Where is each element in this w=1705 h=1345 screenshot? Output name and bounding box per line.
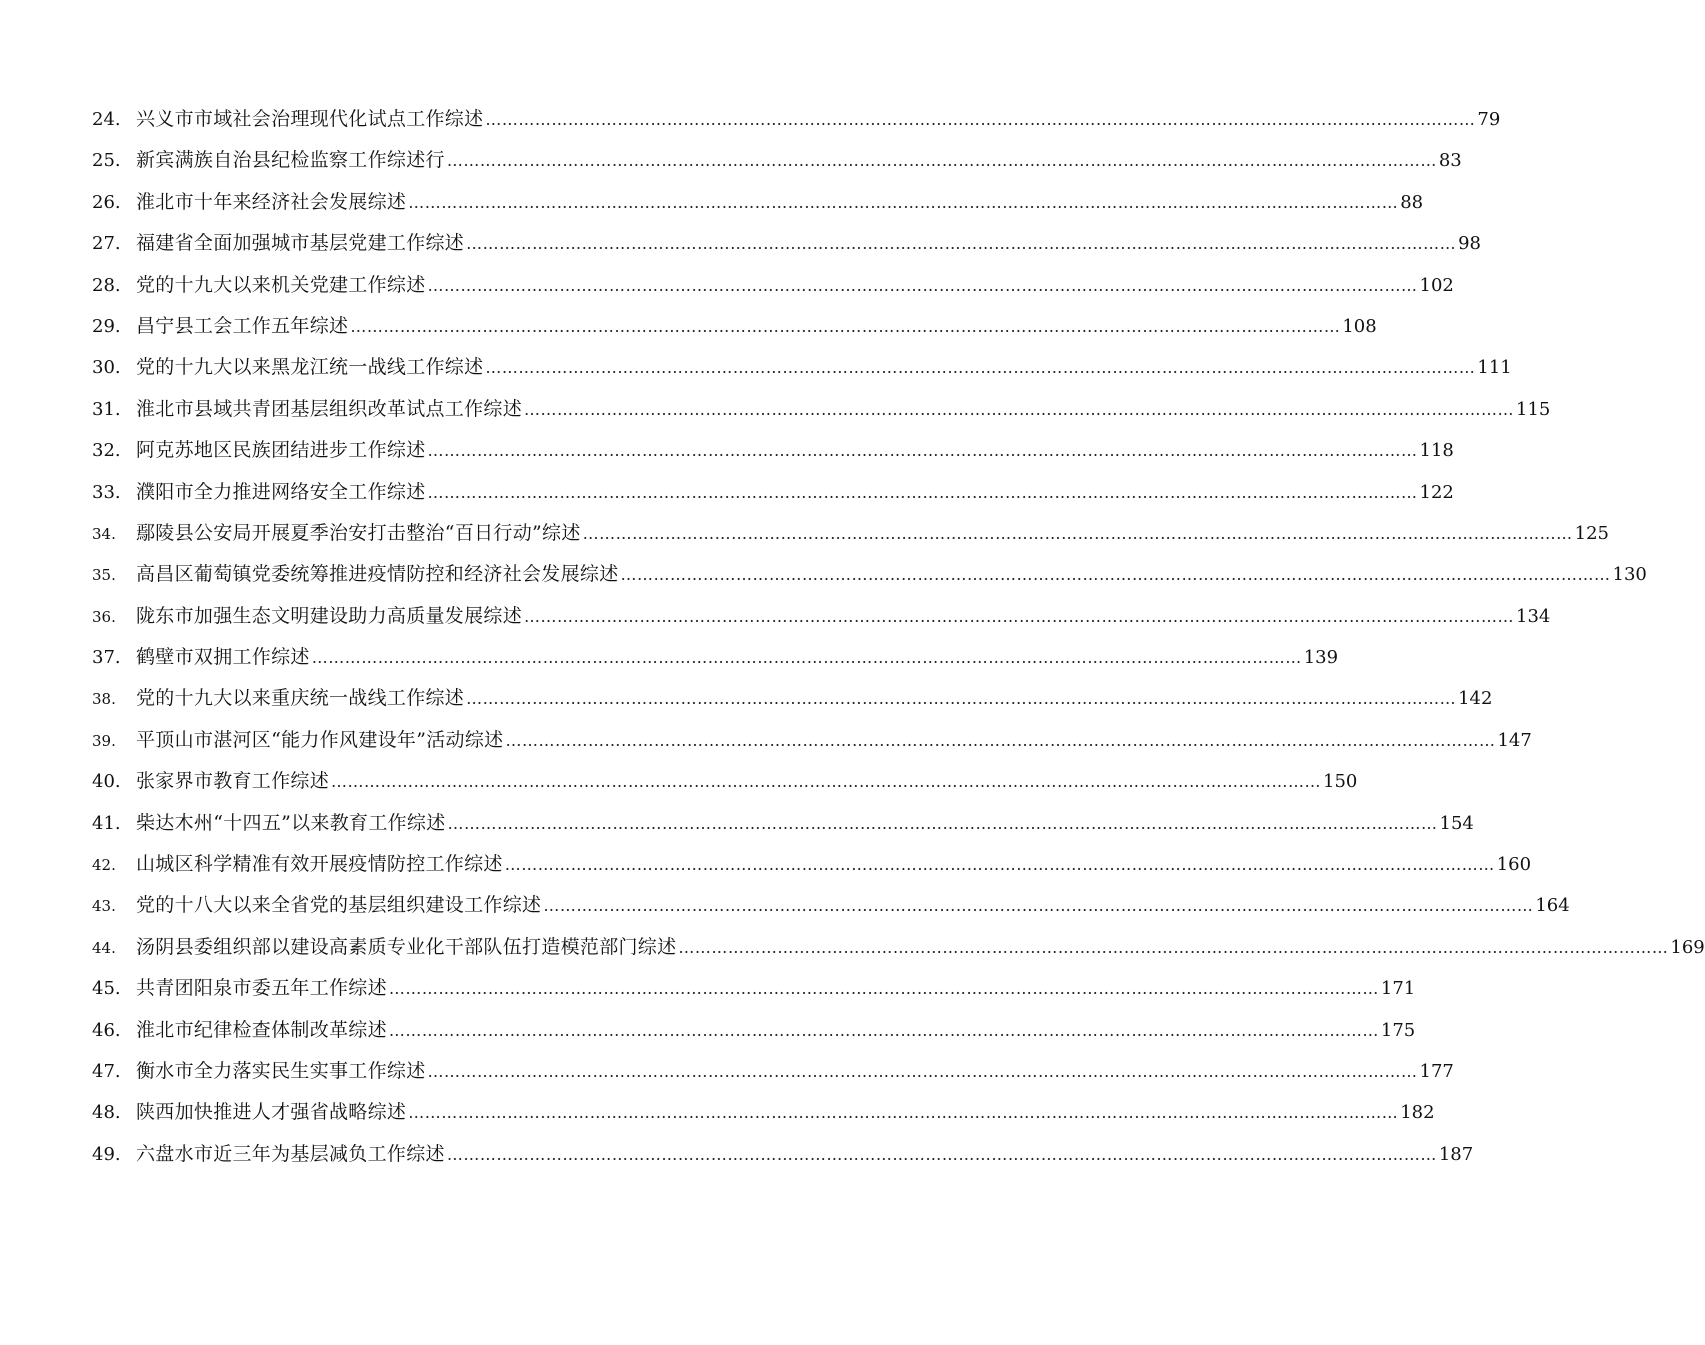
dot-leader: ………………………………………………………………………………………………………………………………………………………………: [427, 482, 1418, 502]
toc-entry-page-number: 142: [1458, 688, 1493, 710]
dot-leader: ………………………………………………………………………………………………………………………………………………………………: [311, 648, 1302, 668]
toc-entry-page-number: 102: [1419, 274, 1454, 296]
toc-entry[interactable]: [92, 1092, 1435, 1133]
toc-entry-page-number: 122: [1419, 481, 1454, 503]
toc-entry-page-number: 108: [1342, 315, 1377, 337]
dot-leader: ………………………………………………………………………………………………………………………………………………………………: [331, 772, 1322, 792]
toc-entry-title: 山城区科学精准有效开展疫情防控工作综述: [136, 853, 503, 876]
dot-leader: ………………………………………………………………………………………………………………………………………………………………: [427, 275, 1418, 295]
dot-leader: ………………………………………………………………………………………………………………………………………………………………: [446, 1144, 1437, 1164]
dot-leader: ………………………………………………………………………………………………………………………………………………………………: [485, 110, 1476, 129]
toc-entry-title: 鄢陵县公安局开展夏季治安打击整治“百日行动”综述: [136, 521, 581, 544]
toc-entry-title: 共青团阳泉市委五年工作综述: [136, 977, 387, 1000]
toc-entry-title: 党的十九大以来黑龙江统一战线工作综述: [136, 356, 484, 379]
dot-leader: ………………………………………………………………………………………………………………………………………………………………: [388, 1020, 1379, 1040]
toc-entry-page-number: 88: [1400, 191, 1424, 213]
toc-entry[interactable]: [92, 265, 1454, 306]
dot-leader: ………………………………………………………………………………………………………………………………………………………………: [447, 813, 1438, 833]
toc-entry-page-number: 150: [1323, 771, 1358, 793]
toc-entry-number: 37.: [92, 647, 121, 669]
toc-entry-number: 46.: [92, 1019, 121, 1041]
dot-leader: ………………………………………………………………………………………………………………………………………………………………: [350, 316, 1341, 336]
toc-entry-page-number: 182: [1400, 1102, 1435, 1124]
dot-leader: ………………………………………………………………………………………………………………………………………………………………: [446, 151, 1437, 171]
toc-entry-number: 49.: [92, 1143, 121, 1165]
toc-entry[interactable]: [92, 182, 1424, 223]
dot-leader: ………………………………………………………………………………………………………………………………………………………………: [408, 1103, 1399, 1123]
toc-entry[interactable]: [92, 99, 1501, 140]
toc-entry-page-number: 187: [1438, 1143, 1474, 1165]
toc-entry-number: 34.: [92, 524, 116, 543]
toc-entry-title: 柴达木州“十四五”以来教育工作综述: [136, 811, 446, 834]
toc-entry-page-number: 79: [1477, 109, 1501, 130]
dot-leader: ………………………………………………………………………………………………………………………………………………………………: [388, 979, 1379, 999]
toc-entry-number: 33.: [92, 481, 121, 503]
toc-entry-title: 张家界市教育工作综述: [136, 770, 330, 793]
toc-entry-number: 31.: [92, 398, 121, 420]
toc-entry-number: 44.: [92, 938, 116, 957]
toc-entry-page-number: 139: [1303, 647, 1339, 669]
toc-entry-title: 陇东市加强生态文明建设助力高质量发展综述: [136, 604, 523, 627]
toc-entry-number: 30.: [92, 357, 121, 379]
toc-entry-page-number: 164: [1535, 895, 1570, 917]
toc-entry-page-number: 115: [1516, 398, 1551, 420]
toc-entry-title: 高昌区葡萄镇党委统筹推进疫情防控和经济社会发展综述: [136, 563, 619, 586]
dot-leader: ………………………………………………………………………………………………………………………………………………………………: [408, 192, 1399, 212]
dot-leader: ………………………………………………………………………………………………………………………………………………………………: [524, 606, 1515, 626]
toc-entry-title: 阿克苏地区民族团结进步工作综述: [136, 439, 426, 462]
toc-entry-page-number: 125: [1574, 522, 1609, 544]
toc-entry[interactable]: [92, 720, 1532, 761]
toc-entry-title: 新宾满族自治县纪检监察工作综述行: [136, 149, 445, 172]
toc-entry-title: 汤阴县委组织部以建设高素质专业化干部队伍打造模范部门综述: [136, 935, 677, 958]
toc-entry[interactable]: [92, 596, 1551, 637]
toc-entry[interactable]: [92, 885, 1570, 926]
dot-leader: ………………………………………………………………………………………………………………………………………………………………: [485, 358, 1476, 378]
dot-leader: ………………………………………………………………………………………………………………………………………………………………: [466, 234, 1457, 254]
toc-entry-page-number: 134: [1516, 605, 1551, 627]
toc-entry-number: 36.: [92, 607, 116, 626]
toc-entry-number: 26.: [92, 191, 121, 213]
toc-entry[interactable]: [92, 347, 1512, 388]
toc-entry-title: 党的十八大以来全省党的基层组织建设工作综述: [136, 894, 542, 917]
toc-entry-title: 福建省全面加强城市基层党建工作综述: [136, 232, 465, 255]
toc-entry-page-number: 98: [1458, 233, 1482, 255]
toc-entry-page-number: 147: [1497, 729, 1532, 751]
toc-entry-title: 淮北市县域共青团基层组织改革试点工作综述: [136, 397, 523, 420]
toc-entry-page-number: 177: [1419, 1060, 1454, 1082]
toc-entry[interactable]: [92, 637, 1339, 678]
toc-entry-number: 39.: [92, 731, 116, 750]
toc-entry-number: 25.: [92, 150, 121, 172]
toc-entry-number: 32.: [92, 440, 121, 462]
toc-entry-number: 47.: [92, 1060, 121, 1082]
toc-entry-title: 兴义市市域社会治理现代化试点工作综述: [136, 108, 484, 130]
dot-leader: ………………………………………………………………………………………………………………………………………………………………: [427, 1061, 1418, 1081]
toc-entry-title: 党的十九大以来机关党建工作综述: [136, 273, 426, 296]
dot-leader: ………………………………………………………………………………………………………………………………………………………………: [466, 689, 1457, 709]
dot-leader: ………………………………………………………………………………………………………………………………………………………………: [504, 855, 1495, 875]
toc-entry[interactable]: [92, 554, 1647, 595]
toc-entry-title: 淮北市纪律检查体制改革综述: [136, 1018, 387, 1041]
toc-entry[interactable]: [92, 761, 1358, 802]
toc-entry[interactable]: [92, 678, 1493, 719]
toc-entry[interactable]: [92, 513, 1609, 554]
toc-entry[interactable]: [92, 472, 1454, 513]
toc-entry[interactable]: [92, 803, 1474, 844]
dot-leader: ………………………………………………………………………………………………………………………………………………………………: [678, 937, 1669, 957]
toc-entry[interactable]: [92, 223, 1482, 264]
toc-entry-number: 24.: [92, 109, 121, 130]
toc-entry[interactable]: [92, 927, 1705, 968]
toc-entry[interactable]: [92, 140, 1462, 181]
toc-entry[interactable]: [92, 389, 1551, 430]
toc-entry[interactable]: [92, 1134, 1474, 1175]
toc-entry-page-number: 171: [1380, 978, 1416, 1000]
toc-entry[interactable]: [92, 1010, 1416, 1051]
toc-entry-title: 党的十九大以来重庆统一战线工作综述: [136, 687, 465, 710]
toc-entry-number: 38.: [92, 690, 116, 709]
toc-entry-title: 平顶山市湛河区“能力作风建设年”活动综述: [136, 728, 504, 751]
toc-entry-number: 42.: [92, 856, 116, 875]
toc-entry-page-number: 175: [1380, 1019, 1416, 1041]
toc-entry-number: 35.: [92, 566, 116, 585]
toc-entry-number: 40.: [92, 771, 121, 793]
toc-entry[interactable]: [92, 1051, 1454, 1092]
toc-entry-page-number: 130: [1612, 564, 1647, 586]
toc-entry-page-number: 111: [1477, 357, 1512, 379]
toc-entry[interactable]: [92, 306, 1377, 347]
toc-entry-number: 28.: [92, 274, 121, 296]
dot-leader: ………………………………………………………………………………………………………………………………………………………………: [524, 399, 1515, 419]
toc-entry-title: 鹤壁市双拥工作综述: [136, 646, 310, 669]
toc-entry-number: 29.: [92, 315, 121, 337]
toc-entry-title: 陕西加快推进人才强省战略综述: [136, 1101, 407, 1124]
toc-entry-title: 六盘水市近三年为基层减负工作综述: [136, 1142, 445, 1165]
dot-leader: ………………………………………………………………………………………………………………………………………………………………: [505, 730, 1496, 750]
toc-entry-page-number: 83: [1438, 150, 1462, 172]
dot-leader: ………………………………………………………………………………………………………………………………………………………………: [620, 565, 1611, 585]
toc-entry-page-number: 160: [1496, 854, 1532, 876]
toc-entry-title: 濮阳市全力推进网络安全工作综述: [136, 480, 426, 503]
toc-entry-title: 淮北市十年来经济社会发展综述: [136, 190, 407, 213]
dot-leader: ………………………………………………………………………………………………………………………………………………………………: [582, 523, 1573, 543]
toc-entry-page-number: 118: [1419, 440, 1454, 462]
toc-entry-number: 27.: [92, 233, 121, 255]
toc-entry-page-number: 169: [1670, 936, 1705, 958]
toc-entry-title: 衡水市全力落实民生实事工作综述: [136, 1059, 426, 1082]
toc-entry[interactable]: [92, 844, 1532, 885]
toc-entry-number: 43.: [92, 897, 116, 916]
toc-entry-page-number: 154: [1439, 812, 1474, 834]
toc-entry-number: 48.: [92, 1102, 121, 1124]
dot-leader: ………………………………………………………………………………………………………………………………………………………………: [427, 441, 1418, 461]
toc-entry-number: 45.: [92, 978, 121, 1000]
toc-entry[interactable]: [92, 430, 1454, 471]
toc-entry[interactable]: [92, 968, 1416, 1009]
table-of-contents: [92, 99, 1705, 1175]
toc-entry-title: 昌宁县工会工作五年综述: [136, 314, 349, 337]
dot-leader: ………………………………………………………………………………………………………………………………………………………………: [543, 896, 1534, 916]
toc-entry-number: 41.: [92, 812, 121, 834]
